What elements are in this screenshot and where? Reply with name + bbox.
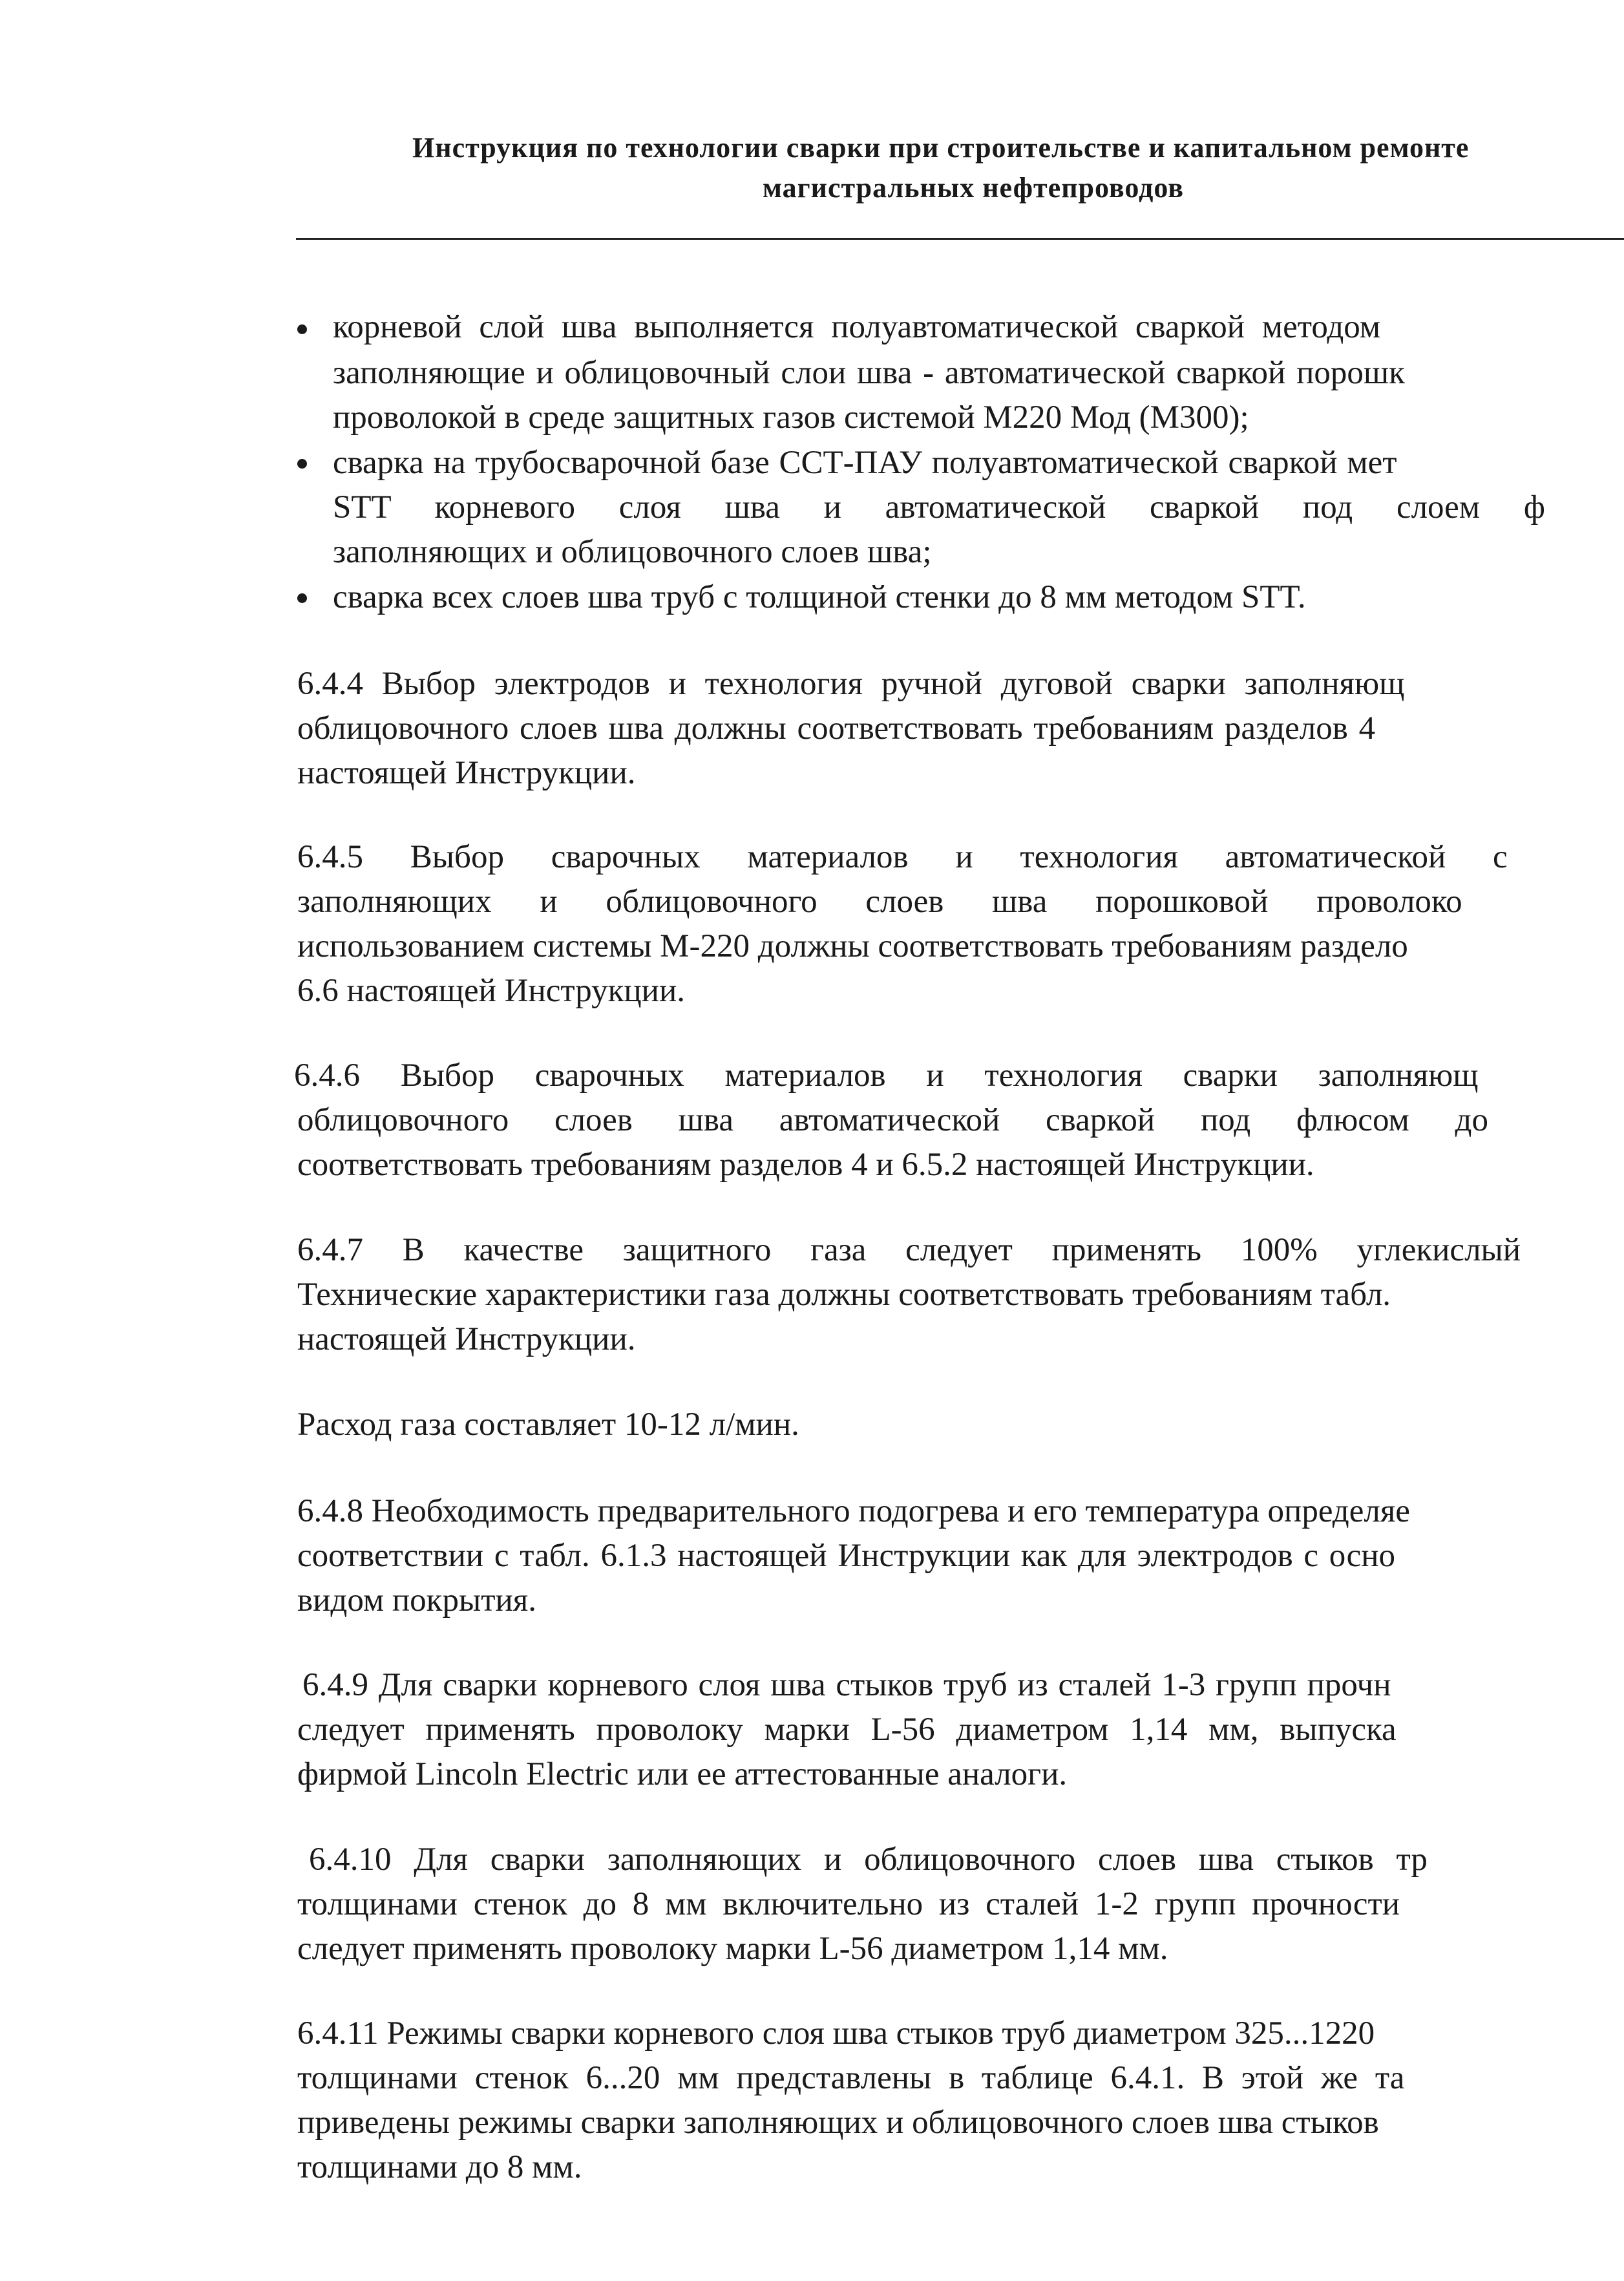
bullet-2-line-1: сварка на трубосварочной базе ССТ-ПАУ полуавтоматической сваркой мет	[333, 445, 1397, 481]
paragraph-line: 6.4.5 Выбор сварочных материалов и технология автоматической с	[297, 839, 1508, 875]
bullet-2-line-3: заполняющих и облицовочного слоев шва;	[333, 534, 932, 570]
paragraph-line: Технические характеристики газа должны соответствовать требованиям табл.	[297, 1277, 1391, 1313]
paragraph-line: использованием системы М-220 должны соответствовать требованиям раздело	[297, 928, 1408, 964]
paragraph-line: Расход газа составляет 10-12 л/мин.	[297, 1406, 799, 1443]
paragraph-line: 6.6 настоящей Инструкции.	[297, 973, 686, 1009]
paragraph-line: настоящей Инструкции.	[297, 1321, 636, 1357]
paragraph-line: 6.4.10 Для сварки заполняющих и облицовочного слоев шва стыков тр	[309, 1841, 1428, 1878]
paragraph-line: толщинами до 8 мм.	[297, 2149, 582, 2185]
paragraph-line: 6.4.4 Выбор электродов и технология ручной дуговой сварки заполняющ	[297, 666, 1405, 702]
paragraph-line: 6.4.8 Необходимость предварительного подогрева и его температура определяе	[297, 1493, 1410, 1529]
bullet-marker	[297, 459, 307, 469]
paragraph-line: приведены режимы сварки заполняющих и облицовочного слоев шва стыков	[297, 2105, 1379, 2141]
bullet-1-line-1: корневой слой шва выполняется полуавтоматической сваркой методом	[333, 309, 1381, 345]
header-divider	[296, 238, 1624, 240]
paragraph-line: 6.4.11 Режимы сварки корневого слоя шва стыков труб диаметром 325...1220	[297, 2015, 1375, 2052]
paragraph-line: фирмой Lincoln Electric или ее аттестованные аналоги.	[297, 1756, 1068, 1792]
paragraph-line: 6.4.6 Выбор сварочных материалов и технология сварки заполняющ	[294, 1057, 1479, 1094]
bullet-1-line-3: проволокой в среде защитных газов системой М220 Мод (М300);	[333, 399, 1249, 436]
bullet-2-line-2: STT корневого слоя шва и автоматической сваркой под слоем ф	[333, 489, 1545, 525]
paragraph-line: толщинами стенок 6...20 мм представлены в таблице 6.4.1. В этой же та	[297, 2060, 1405, 2096]
paragraph-line: следует применять проволоку марки L-56 диаметром 1,14 мм, выпуска	[297, 1712, 1397, 1748]
bullet-3-line-1: сварка всех слоев шва труб с толщиной стенки до 8 мм методом STT.	[333, 579, 1306, 615]
paragraph-line: 6.4.7 В качестве защитного газа следует применять 100% углекислый	[297, 1232, 1521, 1268]
paragraph-line: 6.4.9 Для сварки корневого слоя шва стыков труб из сталей 1-3 групп прочн	[302, 1667, 1391, 1703]
header-title-line-1: Инструкция по технологии сварки при строительстве и капитальном ремонте	[412, 132, 1470, 164]
paragraph-line: соответствовать требованиям разделов 4 и 6.5.2 настоящей Инструкции.	[297, 1147, 1314, 1183]
paragraph-line: соответствии с табл. 6.1.3 настоящей Инструкции как для электродов с осно	[297, 1538, 1395, 1574]
paragraph-line: заполняющих и облицовочного слоев шва порошковой проволоко	[297, 884, 1462, 920]
paragraph-line: следует применять проволоку марки L-56 диаметром 1,14 мм.	[297, 1931, 1168, 1967]
paragraph-line: настоящей Инструкции.	[297, 755, 636, 791]
bullet-marker	[297, 324, 307, 334]
paragraph-line: облицовочного слоев шва автоматической сваркой под флюсом до	[297, 1102, 1488, 1138]
paragraph-line: облицовочного слоев шва должны соответствовать требованиям разделов 4	[297, 710, 1376, 747]
bullet-marker	[297, 593, 307, 603]
paragraph-line: видом покрытия.	[297, 1582, 536, 1618]
paragraph-line: толщинами стенок до 8 мм включительно из сталей 1-2 групп прочности	[297, 1886, 1400, 1922]
bullet-1-line-2: заполняющие и облицовочный слои шва - автоматической сваркой порошк	[333, 355, 1405, 391]
header-title-line-2: магистральных нефтепроводов	[763, 172, 1185, 204]
